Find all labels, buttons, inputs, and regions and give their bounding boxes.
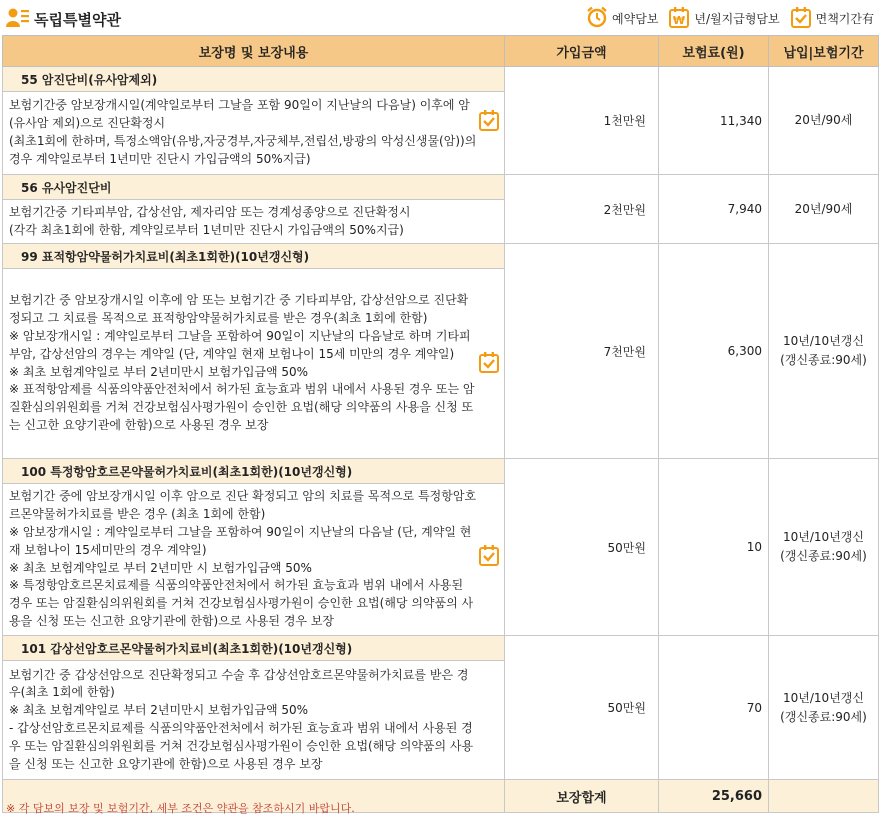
- coverage-name: 101 갑상선암호르몬약물허가치료비(최초1회한)(10년갱신형): [3, 636, 505, 661]
- coverage-name-row: [3, 244, 879, 269]
- coverage-desc-cell: [3, 484, 505, 636]
- coverage-name: 100 특정항암호르몬약물허가치료비(최초1회한)(10년갱신형): [3, 459, 505, 484]
- user-list-icon: [6, 6, 30, 32]
- check-calendar-icon: [478, 351, 500, 379]
- coverage-amount: 50만원: [505, 459, 659, 636]
- coverage-premium: 7,940: [659, 175, 769, 244]
- check-calendar-icon: [478, 109, 500, 137]
- coverage-name-row: [3, 636, 879, 661]
- legend-item-annuity: [668, 6, 779, 31]
- top-bar: [0, 0, 880, 34]
- table-header-row: [3, 36, 879, 67]
- coverage-desc-cell: [3, 200, 505, 244]
- coverage-description: 보험기간중 암보장개시일(계약일로부터 그날을 포함 90일이 지난날의 다음날) 이후에 암(유사암 제외)으로 진단확정시 (최초1회에 한하며, 특정소액암(유방,자궁경부,자궁체부,전립선,방광의 악성신생물(암))의 경우 계약일로부터 1년미만 진단시 가입금액의 50%지급): [9, 98, 477, 166]
- legend-item-exemption: [790, 6, 874, 31]
- coverage-period: 20년/90세: [769, 67, 879, 175]
- coverage-desc-cell: [3, 661, 505, 780]
- coverage-desc-cell: [3, 92, 505, 175]
- coverage-name: 55 암진단비(유사암제외): [3, 67, 505, 92]
- legend-label: 년/월지급형담보: [694, 12, 780, 26]
- column-header-period: 납입|보험기간: [769, 36, 879, 67]
- coverage-amount: 7천만원: [505, 244, 659, 459]
- coverage-premium: 10: [659, 459, 769, 636]
- coverage-period: 10년/10년갱신 (갱신종료:90세): [769, 636, 879, 780]
- total-premium: 25,660: [659, 780, 769, 813]
- coverage-amount: 1천만원: [505, 67, 659, 175]
- coverage-name: 56 유사암진단비: [3, 175, 505, 200]
- column-header-premium: 보험료(원): [659, 36, 769, 67]
- total-label: 보장합계: [505, 780, 659, 813]
- section-title: [6, 6, 121, 32]
- coverage-name-row: [3, 459, 879, 484]
- coverage-premium: 11,340: [659, 67, 769, 175]
- coverage-premium: 70: [659, 636, 769, 780]
- coverage-amount: 50만원: [505, 636, 659, 780]
- legend: [586, 6, 874, 31]
- coverage-period: 20년/90세: [769, 175, 879, 244]
- footnote: ※ 각 담보의 보장 및 보험기간, 세부 조건은 약관을 참조하시기 바랍니다.: [6, 802, 355, 815]
- alarm-clock-icon: [586, 6, 608, 31]
- coverage-table: [2, 35, 879, 813]
- coverage-amount: 2천만원: [505, 175, 659, 244]
- total-blank: [769, 780, 879, 813]
- column-header-amount: 가입금액: [505, 36, 659, 67]
- coverage-description: 보험기간 중에 암보장개시일 이후 암으로 진단 확정되고 암의 치료를 목적으로 특정항암호르몬약물허가치료를 받은 경우 (최초 1회에 한함) ※ 암보장개시일 : 계약일로부터 그날을 포함하여 90일이 지난날의 다음날 (단, 계약일 현재 보험나이 15세미만의 경우 계약일) ※ 최초 보험계약일로 부터 2년미만 시 보험가입금액 50% ※ 특정항암호르몬치료제를 식품의약품안전처에서 허가된 효능효과 범위 내에서 사용된 경우 또는 암질환심의위원회를 거쳐 건강보험심사평가원이 승인한 요법(해당 의약품의 사용을 신청 또는 신고한 요양기관에 한함)으로 사용된 경우 보장: [9, 489, 477, 628]
- coverage-period: 10년/10년갱신 (갱신종료:90세): [769, 244, 879, 459]
- column-header-coverage: 보장명 및 보장내용: [3, 36, 505, 67]
- coverage-name-row: [3, 67, 879, 92]
- won-calendar-icon: [668, 6, 690, 31]
- legend-label: 예약담보: [612, 12, 659, 26]
- coverage-period: 10년/10년갱신 (갱신종료:90세): [769, 459, 879, 636]
- check-calendar-icon: [478, 544, 500, 572]
- legend-label: 면책기간有: [815, 12, 874, 26]
- legend-item-reserved: [586, 6, 658, 31]
- svg-text:₩: ₩: [673, 14, 686, 27]
- coverage-description: 보험기간중 기타피부암, 갑상선암, 제자리암 또는 경계성종양으로 진단확정시 (각각 최초1회에 한함, 계약일로부터 1년미만 진단시 가입금액의 50%지급): [9, 204, 411, 237]
- coverage-name: 99 표적항암약물허가치료비(최초1회한)(10년갱신형): [3, 244, 505, 269]
- coverage-premium: 6,300: [659, 244, 769, 459]
- coverage-description: 보험기간 중 암보장개시일 이후에 암 또는 보험기간 중 기타피부암, 갑상선암으로 진단확정되고 그 치료를 목적으로 표적항암약물허가치료를 받은 경우(최초 1회에 한함) ※ 암보장개시일 : 계약일로부터 그날을 포함하여 90일이 지난날의 다음날로 하며 기타피부암, 갑상선암의 경우는 계약일 (단, 계약일 현재 보험나이 15세 미만의 경우 계약일) ※ 최초 보험계약일로 부터 2년미만시 보험가입금액 50% ※ 표적항암제를 식품의약품안전처에서 허가된 효능효과 범위 내에서 사용된 경우 또는 암질환심의위원회를 거쳐 건강보험심사평가원이 승인한 요법(해당 의약품의 사용을 신청 또는 신고한 요양기관에 한함)으로 사용된 경우 보장: [9, 293, 475, 432]
- coverage-description: 보험기간 중 갑상선암으로 진단확정되고 수술 후 갑상선암호르몬약물허가치료를 받은 경우(최초 1회에 한함) ※ 최초 보험계약일로 부터 2년미만시 보험가입금액 50% - 갑상선암호르몬치료제를 식품의약품안전처에서 허가된 효능효과 범위 내에서 사용된 경우 또는 암질환심의위원회를 거쳐 건강보험심사평가원이 승인한 요법(해당 의약품의 사용을 신청 또는 신고한 요양기관에 한함)으로 사용된 경우 보장: [9, 667, 474, 771]
- coverage-name-row: [3, 175, 879, 200]
- section-title-text: 독립특별약관: [34, 10, 121, 29]
- check-calendar-icon: [790, 6, 812, 31]
- coverage-desc-cell: [3, 269, 505, 459]
